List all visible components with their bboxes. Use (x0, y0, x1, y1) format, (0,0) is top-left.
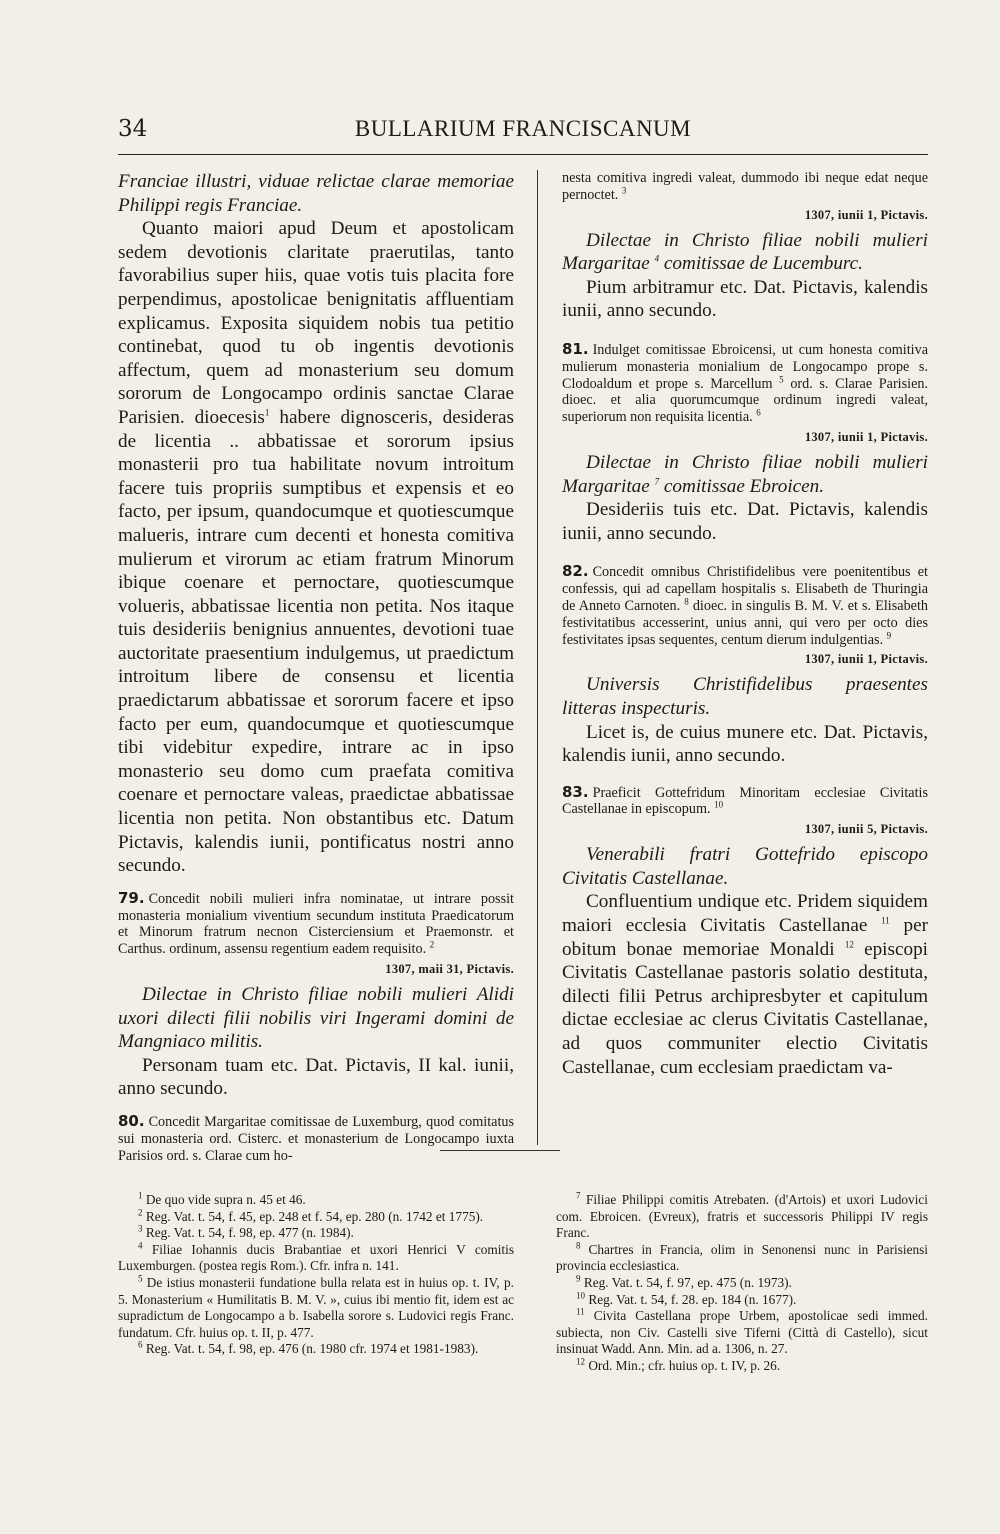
entry-79-summary (118, 890, 514, 958)
footnote-mark: 6 (138, 1339, 143, 1350)
entry-body: Pium arbitramur etc. Dat. Pictavis, kalendis iunii, anno secundo. (562, 276, 928, 322)
footnote-ref: 3 (621, 185, 627, 196)
summary-text: nesta comitiva ingredi valeat, dummodo ibi neque edat neque pernoctet. (562, 170, 928, 203)
entry-number: 79. (118, 888, 145, 907)
footnote (556, 1308, 928, 1358)
entry-82-summary (562, 563, 928, 648)
body-text: per obitum bonae memoriae Monaldi (562, 915, 929, 960)
footnote-mark: 1 (138, 1190, 143, 1201)
footnote-text: Reg. Vat. t. 54, f. 28. ep. 184 (n. 1677). (588, 1291, 797, 1307)
column-divider (537, 170, 538, 1145)
footnote-ref: 10 (714, 799, 724, 810)
entry-body: Licet is, de cuius munere etc. Dat. Pictavis, kalendis iunii, anno secundo. (562, 721, 928, 767)
footnote-mark: 11 (576, 1306, 585, 1317)
footnote (118, 1209, 514, 1226)
running-title: BULLARIUM FRANCISCANUM (354, 116, 692, 141)
footnote-ref: 12 (844, 939, 854, 950)
address-text: Dilectae in Christo filiae nobili mulieri Margaritae (562, 229, 928, 275)
entry-address (562, 229, 928, 276)
summary-text: Concedit Margaritae comitissae de Luxemburg, quod comitatus sui monasteria ord. Cisterc. et monasterium de Longocampo iuxta Parisios ord. s. Clarae cum ho- (118, 1113, 514, 1164)
footnote-text: Ord. Min.; cfr. huius op. t. IV, p. 26. (588, 1357, 781, 1373)
footnote-text: Reg. Vat. t. 54, f. 97, ep. 475 (n. 1973). (583, 1274, 792, 1290)
address-line: Franciae illustri, viduae relictae clarae memoriae Philippi regis Franciae. (118, 171, 514, 216)
page-header (118, 114, 928, 155)
entry-address: Venerabili fratri Gottefrido episcopo Civitatis Castellanae. (562, 844, 928, 889)
footnote (118, 1225, 514, 1242)
footnote-mark: 8 (576, 1240, 581, 1251)
entry-address: Dilectae in Christo filiae nobili mulieri Alidi uxori dilecti filii nobilis viri Ingerami domini de Mangniaco militis. (118, 984, 514, 1053)
footnotes-right (556, 1192, 928, 1375)
footnote-mark: 12 (576, 1356, 585, 1367)
footnote-ref: 6 (756, 407, 761, 418)
footnote-ref: 4 (654, 253, 660, 264)
entry-number: 83. (562, 782, 589, 801)
footnote-ref: 8 (684, 596, 689, 607)
footnote-text: Filiae Philippi comitis Atrebaten. (d'Artois) et uxori Ludovici com. Ebroicen. (Evreux), fratris et successoris Philippi IV regis Franc. (556, 1192, 928, 1241)
footnote-text: De quo vide supra n. 45 et 46. (145, 1192, 306, 1207)
entry-number: 80. (118, 1111, 145, 1130)
footnote (118, 1242, 514, 1275)
footnote-mark: 7 (576, 1190, 581, 1201)
entry-81-summary (562, 341, 928, 426)
footnote-mark: 5 (138, 1273, 143, 1284)
entry-83-summary (562, 784, 928, 819)
entry-body: Desideriis tuis etc. Dat. Pictavis, kalendis iunii, anno secundo. (562, 499, 928, 544)
summary-text: Praeficit Gottefridum Minoritam ecclesiae Civitatis Castellanae in episcopum. (562, 784, 928, 818)
entry-80-summary (118, 1113, 514, 1164)
summary-text: Indulget comitissae Ebroicensi, ut cum honesta comitiva mulierum monasteria monialium de Longocampo prope s. Clodoaldum et prope s. Marcellum (562, 341, 928, 392)
footnote (556, 1192, 928, 1242)
entry-date: 1307, iunii 5, Pictavis. (804, 822, 928, 837)
letter-text: Quanto maiori apud Deum et apostolicam sedem devotionis claritate praerutilas, tanto favorabilius super hiis, quae votis tuis placita fore perpendimus, apostolicae benignitatis affluentiam explicamus. Exposita siquidem nobis tua petitio continebat, quod tu ob ingentis devotionis affectum, quem ad monasterium seu domum sororum de Longocampo ordinis sanctae Clarae Parisien. dioecesis (118, 218, 514, 428)
footnote (118, 1275, 514, 1341)
address-text: Dilectae in Christo filiae nobili mulieri Margaritae (562, 451, 928, 497)
footnote-ref: 11 (881, 915, 890, 926)
footnote-mark: 10 (576, 1290, 585, 1301)
page-number: 34 (118, 116, 148, 142)
footnote-ref: 2 (429, 939, 435, 950)
footnote (556, 1358, 928, 1375)
footnote (556, 1275, 928, 1292)
entry-date: 1307, iunii 1, Pictavis. (804, 429, 928, 444)
footnote-ref: 5 (779, 373, 784, 384)
footnote-ref: 7 (654, 476, 660, 487)
footnote-text: Reg. Vat. t. 54, f. 98, ep. 476 (n. 1980 cfr. 1974 et 1981-1983). (145, 1341, 479, 1357)
footnote-text: Reg. Vat. t. 54, f. 98, ep. 477 (n. 1984). (145, 1225, 354, 1241)
footnote-mark: 3 (138, 1223, 143, 1234)
entry-80-continuation (562, 170, 928, 204)
footnotes-left (118, 1192, 514, 1358)
footnote-text: Chartres in Francia, olim in Senonensi nunc in Parisiensi provincia ecclesiastica. (556, 1241, 928, 1274)
footnote (118, 1192, 514, 1209)
footnote-ref: 9 (886, 629, 892, 640)
address-text: comitissae Ebroicen. (663, 475, 825, 497)
entry-date: 1307, iunii 1, Pictavis. (804, 652, 928, 667)
entry-address (562, 451, 928, 498)
footnote (556, 1292, 928, 1309)
footnote-mark: 9 (576, 1273, 581, 1284)
entry-number: 81. (562, 339, 589, 358)
summary-text: ord. s. Clarae Parisien. dioec. et alia quorumcumque ordinum ingredi valeat, superiorum non requisita licentia. (562, 375, 929, 426)
entry-date: 1307, maii 31, Pictavis. (385, 962, 514, 976)
footnote-text: Civita Castellana prope Urbem, apostolicae sedi immed. subiecta, non Civ. Castelli sive Tiferni (Città di Castello), sicut insinuat Wadd. Ann. Min. ad a. 1306, n. 27. (556, 1308, 928, 1357)
summary-text: dioec. in singulis B. M. V. et s. Elisabeth festivitatibus accesserint, unius anni, qui vero per octo dies festivitates ipsas sequentes, centum dierum indulgentias. (562, 597, 928, 648)
summary-text: Concedit nobili mulieri infra nominatae, ut intrare possit monasteria monialium viventium secundum instituta Praedicatorum et Minorum fratrum necnon Cisterciensium et Praemonstr. et Carthus. ordinum, assensu regentium eadem requisito. (118, 890, 514, 958)
address-text: comitissae de Lucemburc. (663, 253, 863, 275)
footnote-separator (440, 1150, 560, 1151)
letter-body (118, 217, 514, 878)
footnote (556, 1242, 928, 1275)
footnote (118, 1341, 514, 1358)
footnote-text: Filiae Iohannis ducis Brabantiae et uxori Henrici V comitis Luxemburgen. (postea regis Rom.). Cfr. infra n. 141. (118, 1241, 514, 1274)
entry-body: Personam tuam etc. Dat. Pictavis, II kal. iunii, anno secundo. (118, 1054, 514, 1100)
right-column (562, 170, 928, 1079)
body-text: episcopi Civitatis Castellanae pastoris solatio destituta, dilecti filii Petrus archipresbyter et capitulum dictae ecclesiae ac clerus Civitatis Castellanae, ad quos communiter electio Civitatis Castellanae, cum ecclesiam praedictam va- (562, 938, 929, 1078)
entry-address: Universis Christifidelibus praesentes litteras inspecturis. (562, 674, 928, 719)
footnote-mark: 4 (138, 1240, 143, 1251)
entry-body (562, 890, 928, 1079)
footnote-ref: 1 (264, 407, 270, 418)
letter-text: habere dignosceris, desideras de licentia .. abbatissae et sororum ipsius monasterii pro tua habilitate novum introitum facere tuis propriis sumptibus et expensis et eo facto, per ipsum, quandocumque et quotiescumque malueris, intrare cum decenti et honesta comitiva mulierum et virorum ac etiam fratrum Minorum ibique coenare et pernoctare, quotiescumque volueris, abbatissae licentia non petita. Nos itaque tuis desideriis benignius annuentes, devotioni tuae auctoritate praesentium indulgemus, ut praedictum introitum libere de consensu et licentia praedictarum abbatissae et sororum facere et ipso facto per eum, quandocumque et quotiescumque tibi videbitur expedire, intrare ac in ipso monasterio seu domo cum praefata comitiva coenare et pernoctare valeas, praedictae abbatissae licentia non petita. Non obstantibus etc. Datum Pictavis, kalendis iunii, pontificatus nostri anno secundo. (118, 406, 514, 877)
footnote-mark: 2 (138, 1207, 143, 1218)
footnote-text: Reg. Vat. t. 54, f. 45, ep. 248 et f. 54, ep. 280 (n. 1742 et 1775). (145, 1208, 484, 1224)
left-column (118, 170, 514, 1164)
entry-number: 82. (562, 562, 589, 581)
entry-date: 1307, iunii 1, Pictavis. (804, 207, 928, 222)
footnote-text: De istius monasterii fundatione bulla relata est in huius op. t. IV, p. 5. Monasterium « Humilitatis B. M. V. », cuius ibi mentio fit, idem est ac supradictum de Longocampo a b. Isabella sorore s. Ludovici regis Franc. fundatum. Cfr. huius op. t. II, p. 477. (118, 1274, 514, 1340)
summary-text: Concedit omnibus Christifidelibus vere poenitentibus et confessis, qui ad capellam hospitalis s. Elisabeth de Thuringia de Anneto Carnoten. (562, 564, 928, 614)
body-text: Confluentium undique etc. Pridem siquidem maiori ecclesia Civitatis Castellanae (562, 891, 928, 937)
